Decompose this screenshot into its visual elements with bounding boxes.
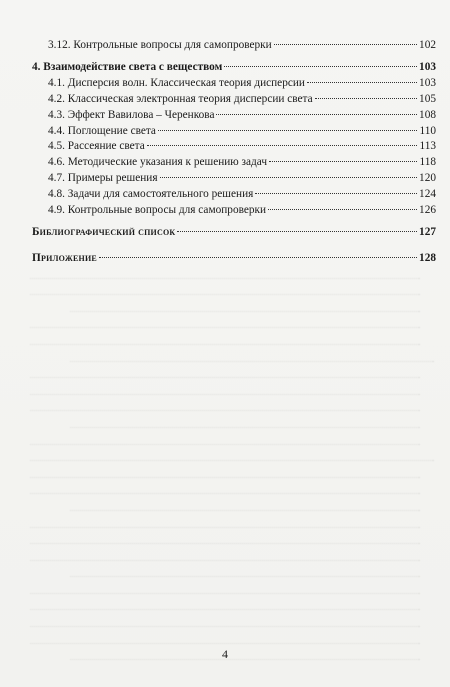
bibliography-title: Библиографический список [32,225,176,238]
dot-leader [315,98,417,99]
toc-item [32,203,436,219]
toc-item-page: 113 [419,140,436,153]
toc-item [32,92,436,108]
toc-item-title: 4.2. Классическая электронная теория дисперсии света [48,92,313,105]
toc-item [32,76,436,92]
chapter-title: 4. Взаимодействие света с веществом [32,60,223,73]
toc-item [32,124,436,140]
toc-chapter-4 [32,60,436,76]
dot-leader [224,66,417,67]
dot-leader [99,257,417,258]
toc-item [32,139,436,155]
toc-item-page: 124 [419,188,436,201]
toc-item-title: 4.9. Контрольные вопросы для самопроверки [48,204,267,217]
toc-item-page: 108 [419,108,436,121]
dot-leader [147,145,418,146]
toc-bibliography [32,225,436,241]
page-number: 4 [222,647,228,661]
toc-item-title: 4.8. Задачи для самостоятельного решения [48,188,254,201]
toc-item-page: 118 [419,156,436,169]
appendix-title: Приложение [32,251,97,264]
table-of-contents [32,38,436,267]
bibliography-page: 127 [419,225,436,238]
toc-item-title: 4.6. Методические указания к решению задач [48,156,268,169]
show-through-texture [30,262,434,660]
toc-item-page: 126 [419,204,436,217]
dot-leader [158,130,418,131]
toc-item-page: 102 [419,39,436,51]
toc-item [32,108,436,124]
toc-item-page: 105 [419,92,436,105]
dot-leader [274,44,417,45]
toc-item-title: 4.7. Примеры решения [48,172,158,185]
chapter-page: 103 [419,60,436,73]
appendix-page: 128 [419,251,436,264]
dot-leader [307,82,417,83]
toc-item [32,171,436,187]
toc-item-3-12 [32,38,436,54]
toc-item-page: 103 [419,76,436,89]
toc-item-title: 4.1. Дисперсия волн. Классическая теория дисперсии [48,76,305,89]
toc-item [32,155,436,171]
toc-item-title: 3.12. Контрольные вопросы для самопроверки [48,39,272,51]
dot-leader [216,114,417,115]
toc-item-page: 120 [419,172,436,185]
toc-item [32,187,436,203]
dot-leader [268,209,417,210]
dot-leader [177,231,417,232]
dot-leader [269,161,417,162]
toc-item-title: 4.4. Поглощение света [48,124,156,137]
dot-leader [160,177,418,178]
toc-item-title: 4.5. Рассеяние света [48,140,145,153]
toc-item-title: 4.3. Эффект Вавилова – Черенкова [48,108,215,121]
toc-item-page: 110 [419,124,436,137]
dot-leader [255,193,417,194]
